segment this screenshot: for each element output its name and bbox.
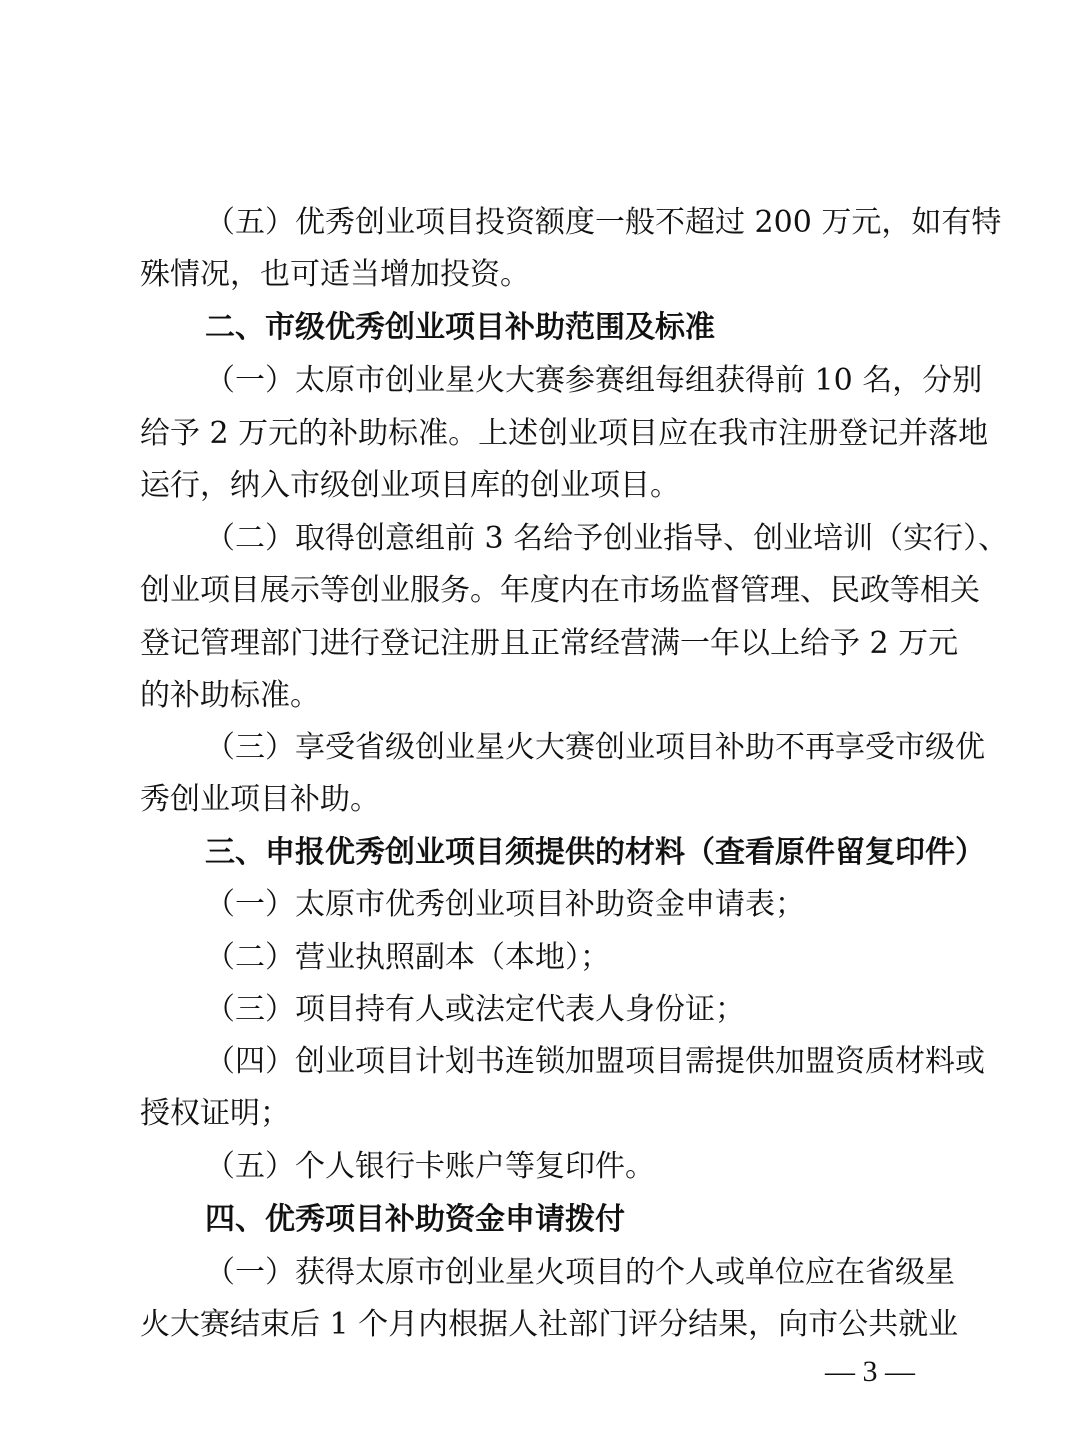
page-number: — 3 — [825, 1355, 915, 1388]
list-item: （一）太原市优秀创业项目补助资金申请表； [205, 887, 805, 922]
paragraph-line: 登记管理部门进行登记注册且正常经营满一年以上给予 2 万元 [140, 626, 959, 661]
section-heading: 三、申报优秀创业项目须提供的材料（查看原件留复印件） [205, 835, 985, 870]
paragraph-line: （一）太原市创业星火大赛参赛组每组获得前 10 名，分别 [205, 363, 983, 398]
paragraph-line: （二）取得创意组前 3 名给予创业指导、创业培训（实行）、 [205, 521, 1009, 556]
paragraph-line: 的补助标准。 [140, 678, 320, 713]
paragraph-line: 殊情况，也可适当增加投资。 [140, 257, 530, 292]
paragraph-line: 秀创业项目补助。 [140, 782, 380, 817]
paragraph-line: 火大赛结束后 1 个月内根据人社部门评分结果，向市公共就业 [140, 1307, 959, 1342]
paragraph-line: （三）享受省级创业星火大赛创业项目补助不再享受市级优 [205, 730, 985, 765]
paragraph-line: （一）获得太原市创业星火项目的个人或单位应在省级星 [205, 1255, 955, 1290]
section-heading: 二、市级优秀创业项目补助范围及标准 [205, 310, 715, 345]
list-item: （四）创业项目计划书连锁加盟项目需提供加盟资质材料或 [205, 1044, 985, 1079]
paragraph-line: （五）优秀创业项目投资额度一般不超过 200 万元，如有特 [205, 205, 1002, 240]
section-heading: 四、优秀项目补助资金申请拨付 [205, 1202, 625, 1237]
paragraph-line: 运行，纳入市级创业项目库的创业项目。 [140, 468, 680, 503]
paragraph-line: 授权证明； [140, 1096, 290, 1131]
paragraph-line: 创业项目展示等创业服务。年度内在市场监督管理、民政等相关 [140, 573, 980, 608]
list-item: （二）营业执照副本（本地）； [205, 940, 610, 975]
list-item: （三）项目持有人或法定代表人身份证； [205, 992, 745, 1027]
paragraph-line: 给予 2 万元的补助标准。上述创业项目应在我市注册登记并落地 [140, 416, 989, 451]
list-item: （五）个人银行卡账户等复印件。 [205, 1149, 655, 1184]
